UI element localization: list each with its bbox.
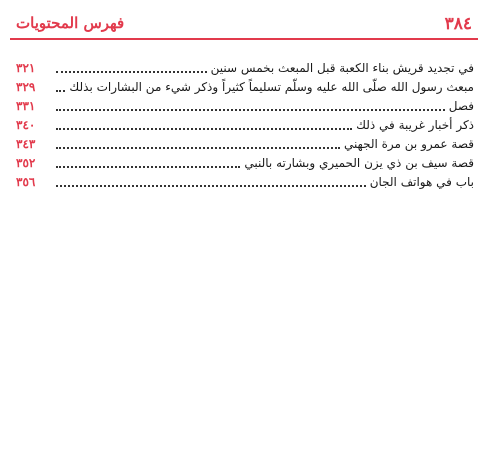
toc-leader-dots — [56, 184, 366, 187]
toc-entry-page: ٣٤٣ — [16, 136, 36, 151]
toc-leader-dots — [56, 89, 65, 92]
toc-leader-dots — [56, 70, 207, 73]
page-header — [10, 12, 478, 40]
toc-entry-title: ذكر أخبار غريبة في ذلك — [356, 117, 474, 132]
toc-entry-title: مبعث رسول الله صلّى الله عليه وسلّم تسليماً كثيراً وذكر شيء من البشارات بذلك — [69, 79, 474, 94]
table-of-contents — [16, 58, 474, 191]
toc-entry-title: باب في هواتف الجان — [369, 174, 474, 189]
toc-entry-page: ٣٥٢ — [16, 155, 36, 170]
toc-leader-dots — [56, 127, 352, 130]
toc-entry — [16, 77, 474, 96]
toc-leader-dots — [56, 165, 240, 168]
toc-entry-page: ٣٢١ — [16, 60, 36, 75]
page-number: ٣٨٤ — [444, 14, 472, 34]
toc-entry — [16, 58, 474, 77]
toc-entry-page: ٣٣١ — [16, 98, 36, 113]
toc-entry-title: في تجديد قريش بناء الكعبة قبل المبعث بخمس سنين — [210, 60, 474, 75]
toc-entry — [16, 96, 474, 115]
toc-entry — [16, 134, 474, 153]
toc-entry — [16, 172, 474, 191]
toc-entry-page: ٣٤٠ — [16, 117, 36, 132]
toc-leader-dots — [56, 146, 340, 149]
toc-entry-title: فصل — [448, 98, 474, 113]
toc-entry — [16, 153, 474, 172]
toc-entry — [16, 115, 474, 134]
section-title: فهرس المحتويات — [16, 14, 125, 32]
toc-entry-title: قصة عمرو بن مرة الجهني — [343, 136, 474, 151]
toc-leader-dots — [56, 108, 445, 111]
toc-entry-title: قصة سيف بن ذي يزن الحميري وبشارته بالنبي — [244, 155, 474, 170]
toc-entry-page: ٣٢٩ — [16, 79, 36, 94]
toc-entry-page: ٣٥٦ — [16, 174, 36, 189]
